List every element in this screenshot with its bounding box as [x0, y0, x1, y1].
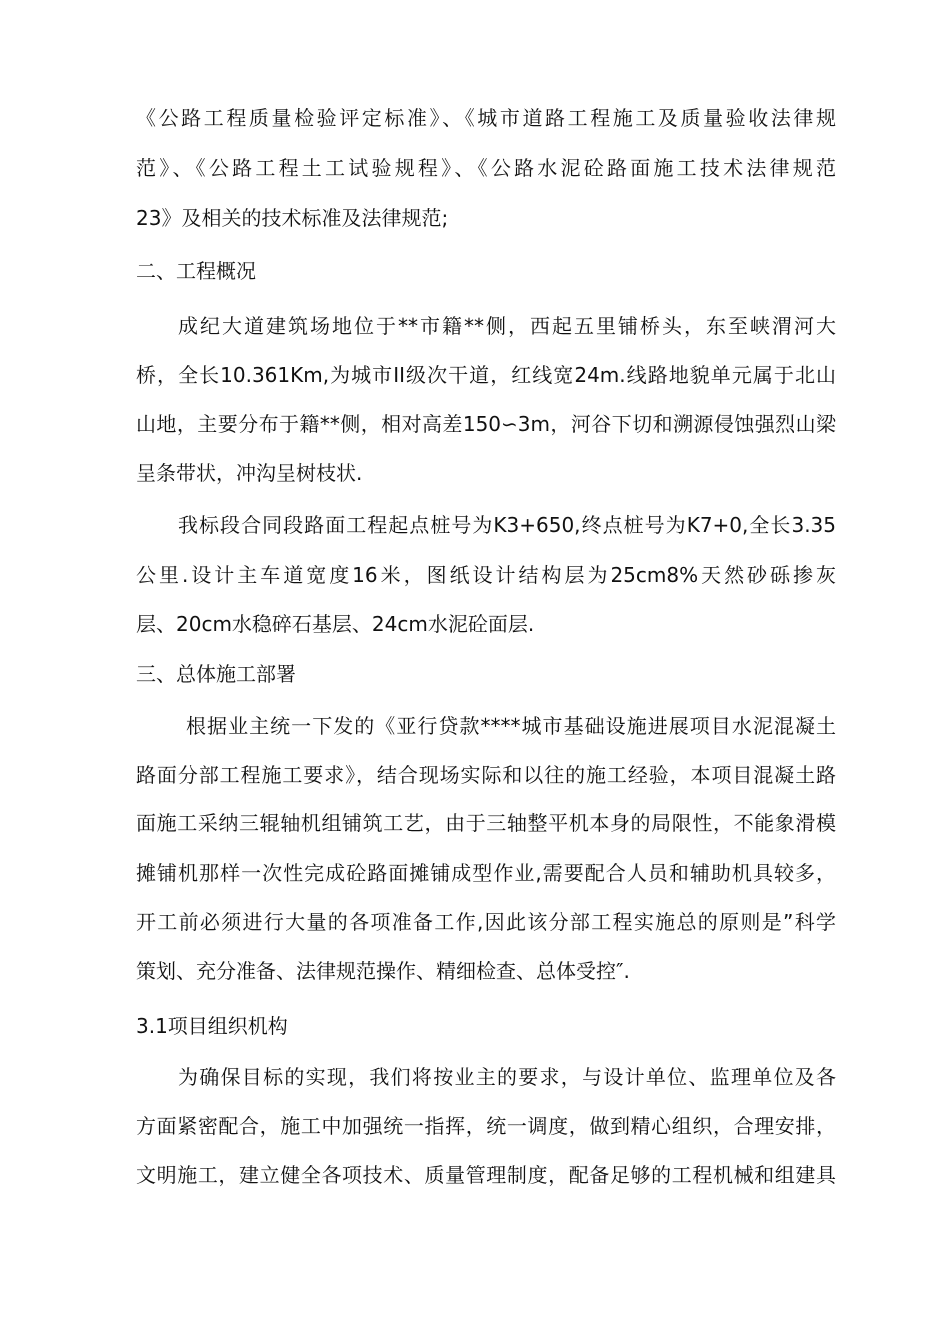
- paragraph-line: 呈条带状，冲沟呈树枝状.: [136, 461, 363, 485]
- paragraph-line: 方面紧密配合，施工中加强统一指挥，统一调度，做到精心组织，合理安排，: [136, 1114, 836, 1138]
- paragraph-line: 《公路工程质量检验评定标准》、《城市道路工程施工及质量验收法律规: [136, 106, 836, 130]
- paragraph-line: 成纪大道建筑场地位于**市籍**侧，西起五里铺桥头，东至峡渭河大: [178, 314, 836, 338]
- paragraph-line: 桥，全长10.361Km,为城市II级次干道，红线宽24m.线路地貌单元属于北山: [136, 363, 836, 387]
- section-heading: 三、总体施工部署: [136, 662, 296, 686]
- paragraph-line: 摊铺机那样一次性完成砼路面摊铺成型作业,需要配合人员和辅助机具较多，: [136, 861, 836, 885]
- paragraph-line: 公里.设计主车道宽度16米，图纸设计结构层为25cm8%天然砂砾掺灰: [136, 563, 836, 587]
- paragraph-line: 范》、《公路工程土工试验规程》、《公路水泥砼路面施工技术法律规范: [136, 156, 836, 180]
- paragraph-line: 根据业主统一下发的《亚行贷款****城市基础设施进展项目水泥混凝土: [186, 714, 836, 738]
- paragraph-line: 山地，主要分布于籍**侧，相对高差150∽3m，河谷下切和溯源侵蚀强烈山梁: [136, 412, 836, 436]
- subsection-heading: 3.1项目组织机构: [136, 1014, 288, 1038]
- paragraph-line: 策划、充分准备、法律规范操作、精细检查、总体受控″.: [136, 959, 630, 983]
- paragraph-line: 路面分部工程施工要求》，结合现场实际和以往的施工经验，本项目混凝土路: [136, 763, 836, 787]
- paragraph-line: 为确保目标的实现，我们将按业主的要求，与设计单位、监理单位及各: [178, 1065, 836, 1089]
- section-heading: 二、工程概况: [136, 259, 256, 283]
- paragraph-line: 开工前必须进行大量的各项准备工作,因此该分部工程实施总的原则是”科学: [136, 910, 836, 934]
- paragraph-line: 层、20cm水稳碎石基层、24cm水泥砼面层.: [136, 612, 535, 636]
- paragraph-line: 我标段合同段路面工程起点桩号为K3+650,终点桩号为K7+0,全长3.35: [178, 513, 836, 537]
- paragraph-line: 23》及相关的技术标准及法律规范;: [136, 206, 449, 230]
- paragraph-line: 面施工采纳三辊轴机组铺筑工艺，由于三轴整平机本身的局限性，不能象滑模: [136, 811, 836, 835]
- paragraph-line: 文明施工，建立健全各项技术、质量管理制度，配备足够的工程机械和组建具: [136, 1163, 836, 1187]
